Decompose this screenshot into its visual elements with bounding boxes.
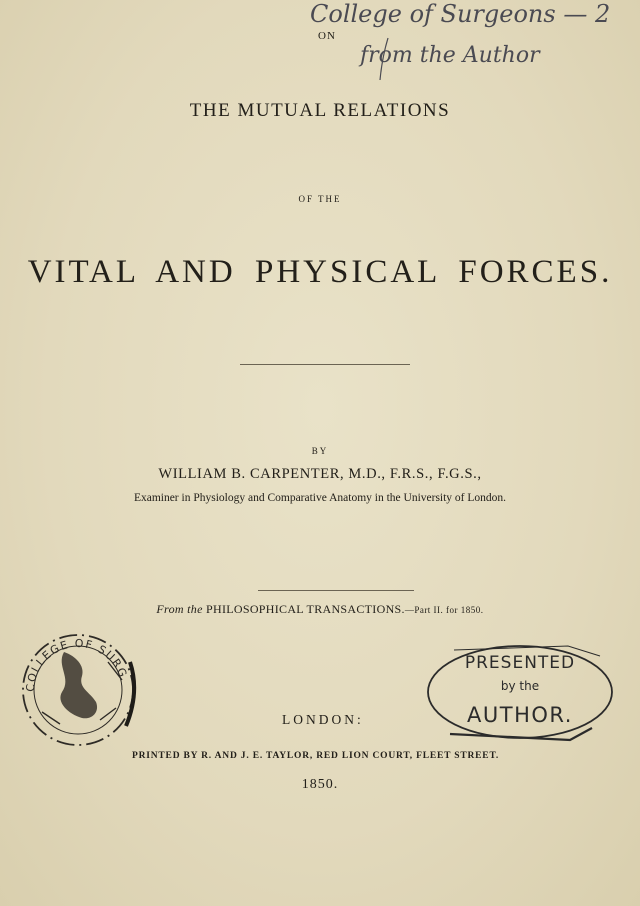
inscription-line-1: College of Surgeons — 2 xyxy=(310,0,611,28)
divider-rule-top xyxy=(240,364,410,365)
byline-by: BY xyxy=(311,446,329,456)
handwritten-inscription xyxy=(300,0,640,90)
stamp-line-1: PRESENTED xyxy=(464,653,576,673)
source-journal: PHILOSOPHICAL TRANSACTIONS. xyxy=(206,602,405,616)
stamp-line-2: by the xyxy=(500,679,540,693)
source-line xyxy=(0,602,640,617)
inscription-line-2: from the Author xyxy=(360,43,540,68)
library-seal-stamp xyxy=(12,622,142,748)
presented-by-author-stamp xyxy=(420,636,620,746)
divider-rule-bottom xyxy=(258,590,414,591)
seal-text: COLLEGE OF SURG xyxy=(23,636,130,693)
title-on: ON xyxy=(318,30,336,42)
title-line-1: THE MUTUAL RELATIONS xyxy=(189,100,451,121)
publication-year: 1850. xyxy=(301,777,339,792)
source-part: —Part II. for 1850. xyxy=(404,605,484,615)
title-line-2: VITAL AND PHYSICAL FORCES. xyxy=(27,254,613,290)
source-from: From the xyxy=(156,602,203,616)
stamp-line-3: AUTHOR. xyxy=(467,703,573,727)
imprint-city: LONDON: xyxy=(282,712,364,727)
printer-line: PRINTED BY R. AND J. E. TAYLOR, RED LION COURT, FLEET STREET. xyxy=(132,751,500,761)
title-of-the: OF THE xyxy=(298,194,342,204)
author-affiliation: Examiner in Physiology and Comparative Anatomy in the University of London. xyxy=(133,492,507,504)
author-name: WILLIAM B. CARPENTER, M.D., F.R.S., F.G.S., xyxy=(158,466,482,482)
